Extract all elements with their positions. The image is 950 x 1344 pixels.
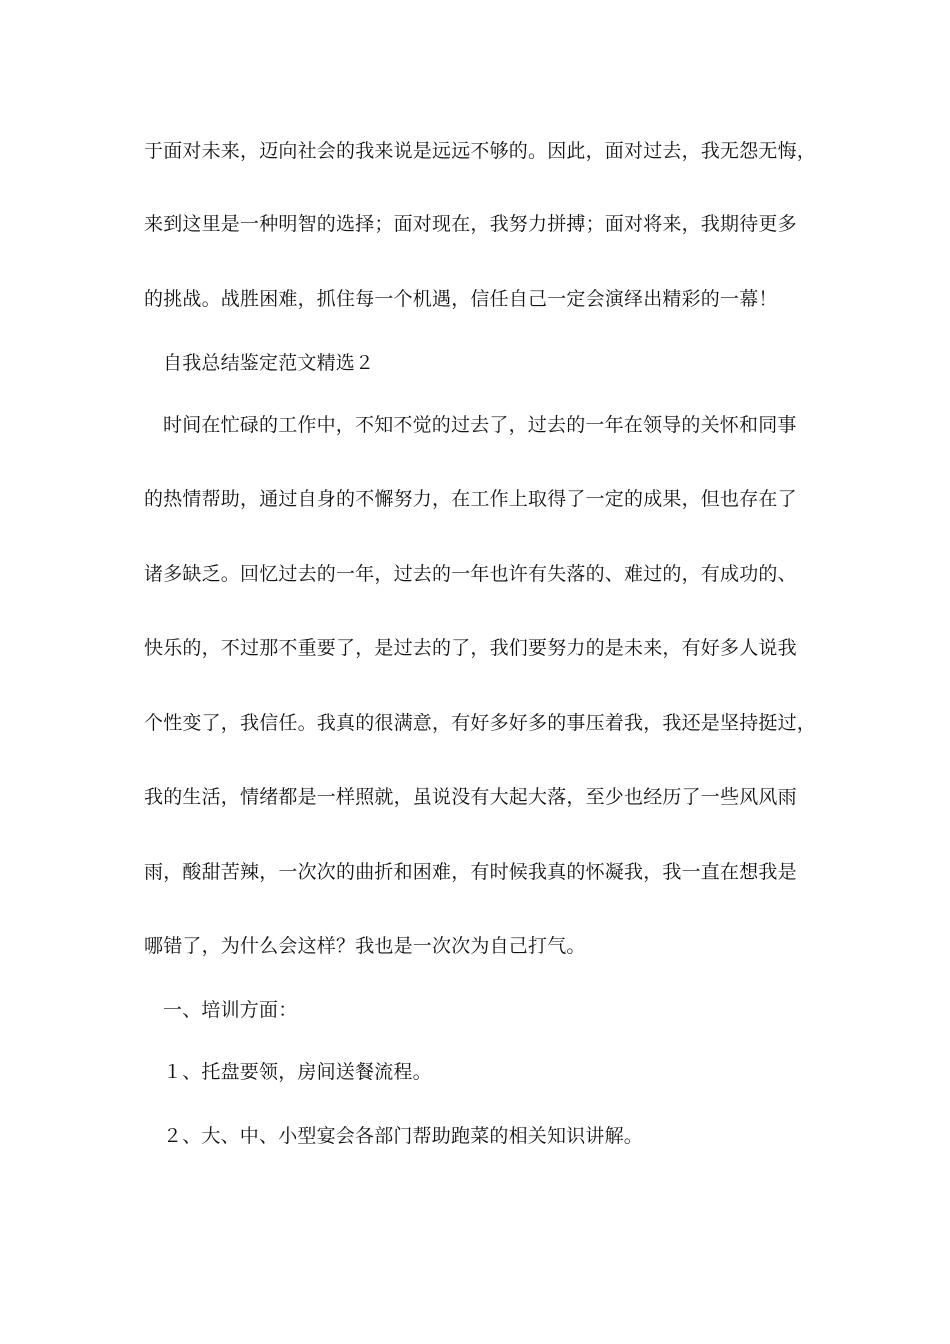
paragraph-line: 个性变了，我信任。我真的很满意，有好多好多的事压着我，我还是坚持挺过， — [144, 712, 817, 734]
paragraph-line: 诸多缺乏。回忆过去的一年，过去的一年也许有失落的、难过的，有成功的、 — [144, 563, 797, 585]
paragraph-line: 的挑战。战胜困难，抓住每一个机遇，信任自己一定会演绎出精彩的一幕！ — [144, 288, 778, 310]
paragraph-line: 于面对未来，迈向社会的我来说是远远不够的。因此，面对过去，我无怨无悔， — [144, 140, 817, 162]
paragraph-line: 雨，酸甜苦辣，一次次的曲折和困难，有时候我真的怀凝我，我一直在想我是 — [144, 861, 797, 883]
section-heading: 自我总结鉴定范文精选２ — [163, 352, 375, 374]
list-item: ２、大、中、小型宴会各部门帮助跑菜的相关知识讲解。 — [163, 1125, 644, 1147]
paragraph-line: 哪错了，为什么会这样？我也是一次次为自己打气。 — [144, 935, 586, 957]
paragraph-line: 时间在忙碌的工作中，不知不觉的过去了，过去的一年在领导的关怀和同事 — [163, 414, 797, 436]
paragraph-line: 来到这里是一种明智的选择；面对现在，我努力拼搏；面对将来，我期待更多 — [144, 213, 797, 235]
paragraph-line: 我的生活，情绪都是一样照就，虽说没有大起大落，至少也经历了一些风风雨 — [144, 786, 797, 808]
paragraph-line: 的热情帮助，通过自身的不懈努力，在工作上取得了一定的成果，但也存在了 — [144, 488, 797, 510]
paragraph-line: 快乐的，不过那不重要了，是过去的了，我们要努力的是未来，有好多人说我 — [144, 637, 797, 659]
subsection-heading: 一、培训方面： — [163, 999, 298, 1021]
list-item: １、托盘要领，房间送餐流程。 — [163, 1061, 432, 1083]
